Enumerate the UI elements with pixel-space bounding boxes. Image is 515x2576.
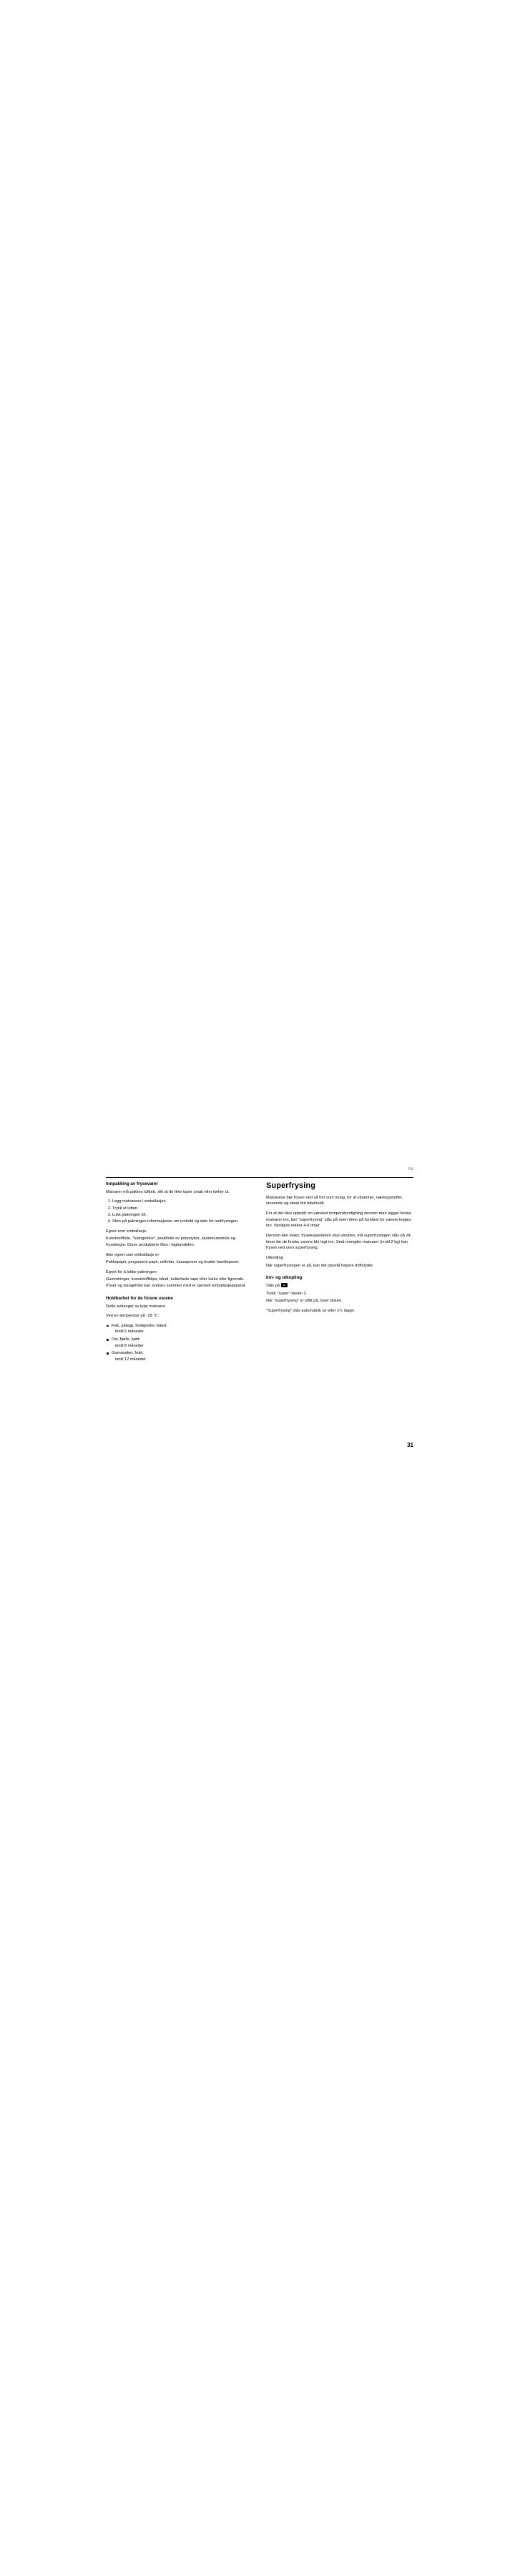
superfreeze-paragraph-1: Matvarene bør fryses ned så fort som mulig, for at vitaminer, næringsstoffer, utseende og smak blir bibeholdt.: [266, 1195, 403, 1206]
superfreeze-paragraph-2: For at det ikke oppstår en uønsket temperaturstigning dersom man legger ferske matvarer inn, bør "superfrysing" slås på noen timer på forhånd for varene legges inn. Vanligvis rekker 4-6 timer.: [266, 1211, 412, 1229]
shelf-life-item-food: Grønnsaker, frukt:: [112, 1351, 144, 1356]
page-number: 31: [407, 1442, 413, 1448]
right-column: [266, 1181, 413, 1366]
closures-text: Gummiringer, kunststoffklips, bånd, kuldefaste tape eller lukke eller lignende. Poser og slangefolie kan sveises sammen med et spesielt emballasjeapparat.: [106, 1277, 247, 1289]
shelf-life-item-duration: inntil 6 måneder: [115, 1330, 144, 1335]
super-button-icon: 2: [281, 1283, 288, 1287]
packing-steps-list: [106, 1199, 253, 1224]
shelf-life-list: [106, 1323, 253, 1362]
heading-superfreeze: Superfrysing: [266, 1181, 316, 1190]
shelf-life-item-duration: inntil 8 måneder: [115, 1343, 144, 1348]
heading-switch-on-off: Inn- og utkopling: [266, 1275, 303, 1281]
unsuitable-packaging-text: Pakkepapir, pergament papir, cellofan, kassaposer og brukte handleposer.: [106, 1260, 240, 1265]
shelf-life-item-duration: inntil 12 måneder: [115, 1357, 146, 1362]
list-item: 1. Legg matvarene i emballasjen.: [112, 1199, 253, 1205]
left-column: [106, 1181, 253, 1366]
auto-switch-off-text: "Superfrysing" slås automatisk av etter 2½ dager.: [266, 1308, 355, 1313]
suitable-packaging-heading: Egnet som emballasje:: [106, 1229, 147, 1234]
heading-shelf-life: Holdbarhet for de frosne varene: [106, 1295, 173, 1301]
closures-heading: Egnet for å lukke pakningen:: [106, 1269, 158, 1274]
switch-on-instruction: Trykk "super"-tasten 2.: [266, 1291, 308, 1296]
switch-on-label: [266, 1283, 413, 1289]
list-item: [106, 1337, 253, 1349]
packing-intro-text: Matvarer må pakkes lufttett, slik at de ikke taper smak eller tørker ut.: [106, 1189, 230, 1194]
switch-on-indicator-text: Når "superfrysing" er slått på, lyser tasten.: [266, 1299, 343, 1304]
switch-off-heading: Utkobling: [266, 1255, 283, 1260]
list-item: 3. Lukk pakningen tilt.: [112, 1212, 253, 1219]
unsuitable-packaging-heading: Ikke egnet som emballasje er:: [106, 1252, 160, 1257]
list-item: [106, 1323, 253, 1335]
shelf-life-intro: Dette avhenger av type matvarer.: [106, 1304, 167, 1309]
language-tag: no: [408, 1167, 413, 1171]
shelf-life-temperature: Ved en temperatur på -18 °C:: [106, 1314, 160, 1319]
superfreeze-paragraph-3: Dersom den maks. frysekapasiteten skal utnyttes, må superfrysingen slås på 24 timer før de ferske varene blir lagt inn. Små mengder matvarer (inntil 2 kg) kan fryses ned uten superfrysing.: [266, 1233, 411, 1251]
list-item: 4. Skriv på pakningen informasjonen om innhold og dato for nedfrysingen.: [112, 1219, 253, 1225]
heading-packing-frozen-food: Innpakking av frysevarer: [106, 1181, 158, 1186]
suitable-packaging-text: Kunststoffolie, *slangefolie*, praktfolie av polyetylen, aluminiumsfolie og frysebegre. Disse produktene fåes i faghandelen.: [106, 1236, 235, 1247]
list-item: 2. Trykk ut luften.: [112, 1206, 253, 1212]
shelf-life-item-food: Fisk, pålegg, ferdigretter, bakst:: [112, 1323, 168, 1328]
document-content: [106, 1167, 413, 1448]
list-item: [106, 1350, 253, 1362]
two-column-layout: [106, 1181, 413, 1366]
switch-off-text: Når superfrysingen er på, kan det oppstå høyere driftslyder.: [266, 1263, 374, 1268]
switch-on-label-text: Slås på: [266, 1283, 280, 1288]
shelf-life-item-food: Ost, fjørfe, kjøtt:: [112, 1337, 140, 1342]
header-rule: [106, 1177, 413, 1178]
